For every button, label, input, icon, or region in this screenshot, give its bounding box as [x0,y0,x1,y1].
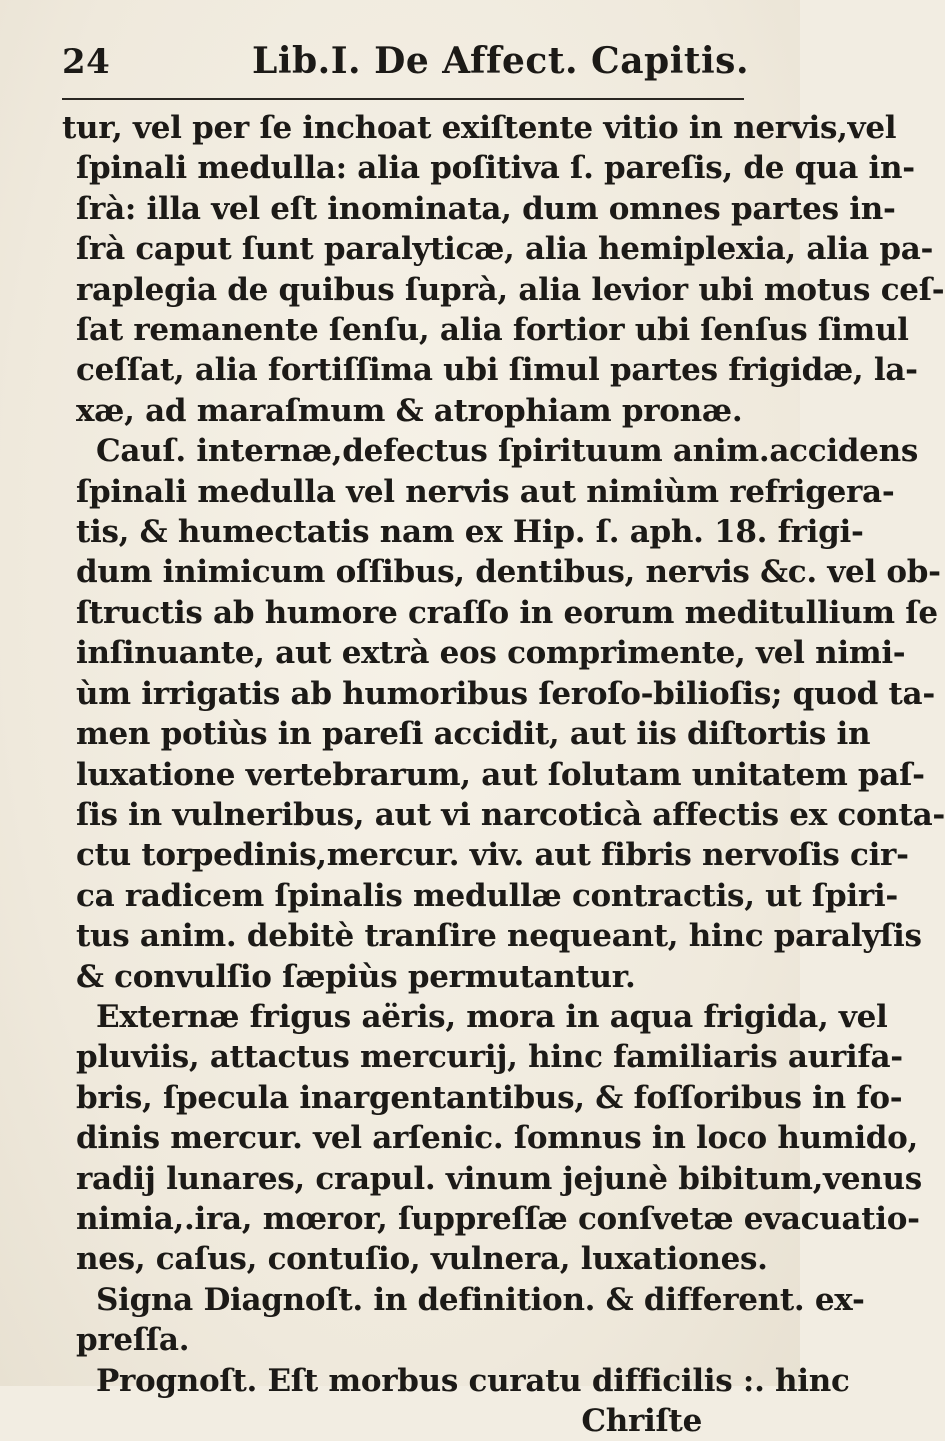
body-text [62,108,945,1441]
text-line: ſrà: illa vel eſt inominata, dum omnes partes in- [76,190,896,227]
text-line: ca radicem ſpinalis medullæ contractis, ut ſpiri- [76,877,898,914]
page-number: 24 [62,42,111,82]
text-line: men potiùs in pareſi accidit, aut iis diſtortis in [76,716,871,753]
running-head [62,40,750,90]
text-line: ſis in vulneribus, aut vi narcoticà affectis ex conta- [76,796,945,833]
text-line: inſinuante, aut extrà eos comprimente, vel nimi- [76,635,906,672]
text-line: & convulſio ſæpiùs permutantur. [76,958,636,995]
text-line: Prognoſt. Eſt morbus curatu difficilis :. hinc [96,1362,850,1399]
text-line: ſpinali medulla vel nervis aut nimiùm refrigera- [76,473,895,510]
text-line: ceſſat, alia fortiſſima ubi ſimul partes frigidæ, la- [76,352,918,389]
text-line: ſtructis ab humore craſſo in eorum meditullium ſe [76,594,938,631]
text-line: tus anim. debitè tranſire nequeant, hinc paralyſis [76,918,922,955]
text-line: tur, vel per ſe inchoat exiſtente vitio in nervis,vel [62,110,897,146]
text-line: dinis mercur. vel arſenic. ſomnus in loco humido, [76,1120,919,1157]
text-line: preſſa. [76,1322,190,1359]
text-line: ùm irrigatis ab humoribus ſeroſo-bilioſis; quod ta- [76,675,935,712]
header-rule [62,98,744,100]
text-line: Externæ frigus aëris, mora in aqua frigida, vel [96,998,888,1035]
text-line: tis, & humectatis nam ex Hip. ſ. aph. 18. frigi- [76,514,864,551]
text-line: pluviis, attactus mercurij, hinc familiaris aurifa- [76,1039,903,1076]
text-line: luxatione vertebrarum, aut ſolutam unitatem paſ- [76,756,925,793]
text-line: raplegia de quibus ſuprà, alia levior ubi motus ceſ- [76,271,945,308]
text-line: ſat remanente ſenſu, alia fortior ubi ſenſus ſimul [76,312,909,349]
text-line: Signa Diagnoſt. in definition. & different. ex- [96,1281,865,1318]
text-line: Cauſ. internæ,defectus ſpirituum anim.accidens [96,433,918,470]
text-line: nimia,.ira, mœror, ſuppreſſæ conſvetæ evacuatio- [76,1200,920,1237]
text-line: radij lunares, crapul. vinum jejunè bibitum,venus [76,1160,922,1197]
catchword: Chriſte [581,1403,702,1439]
text-line: ſpinali medulla: alia poſitiva ſ. pareſis, de qua in- [76,150,915,187]
text-line: ſrà caput ſunt paralyticæ, alia hemiplexia, alia pa- [76,231,934,268]
text-line: dum inimicum oſſibus, dentibus, nervis &c. vel ob- [76,554,941,591]
text-line: nes, caſus, contuſio, vulnera, luxationes. [76,1241,768,1278]
text-line: ctu torpedinis,mercur. viv. aut fibris nervoſis cir- [76,837,909,874]
text-line: bris, ſpecula inargentantibus, & foſſoribus in fo- [76,1079,903,1116]
text-line: xæ, ad maraſmum & atrophiam pronæ. [76,392,743,429]
running-title: Lib.I. De Affect. Capitis. [252,40,749,82]
